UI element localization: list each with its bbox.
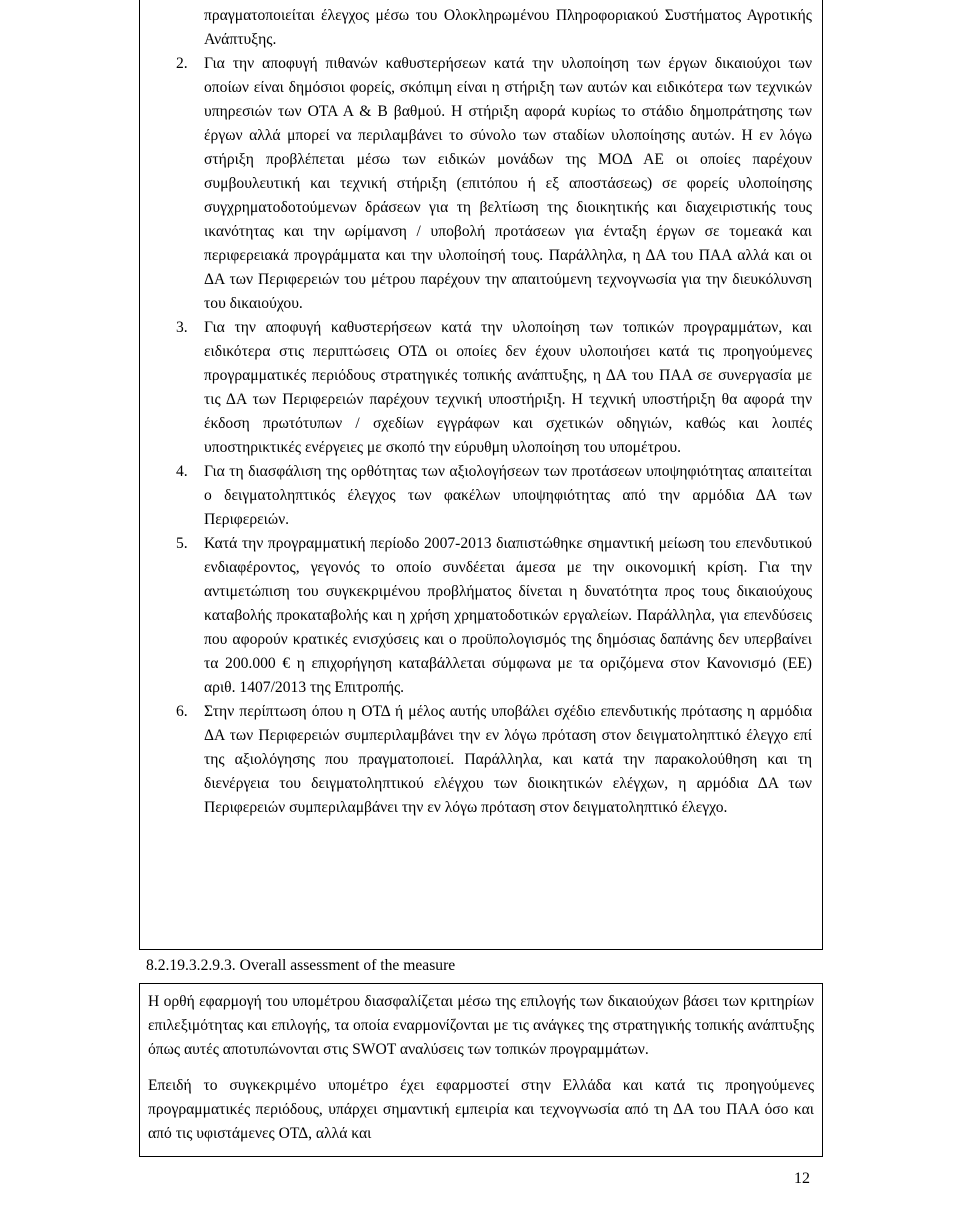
assessment-paragraph: Η ορθή εφαρμογή του υπομέτρου διασφαλίζεται μέσω της επιλογής των δικαιούχων βάσει των κριτηρίων επιλεξιμότητας και επιλογής, τα οποία εναρμονίζονται με τις ανάγκες της στρατηγικής τοπικής ανάπτυξης όπως αυτές αποτυπώνονται στις SWOT αναλύσεις των τοπικών προγραμμάτων. <box>148 993 814 1058</box>
assessment-paragraph: Επειδή το συγκεκριμένο υπομέτρο έχει εφαρμοστεί στην Ελλάδα και κατά τις προηγούμενες προγραμματικές περιόδους, υπάρχει σημαντική εμπειρία και τεχνογνωσία από τη ΔΑ του ΠΑΑ όσο και από τις υφιστάμενες ΟΤΔ, αλλά και <box>148 1077 814 1142</box>
list-item <box>176 700 812 820</box>
list-item <box>176 316 812 460</box>
action-list <box>176 52 812 820</box>
item-text: Για την αποφυγή πιθανών καθυστερήσεων κατά την υλοποίηση των έργων δικαιούχοι των οποίων είναι δημόσιοι φορείς, σκόπιμη είναι η στήριξη των αυτών και ειδικότερα των τεχνικών υπηρεσιών των ΟΤΑ Α & Β βαθμού. Η στήριξη αφορά κυρίως το στάδιο δημοπράτησης των έργων αλλά μπορεί να περιλαμβάνει το σύνολο των σταδίων υλοποίησης αυτών. Η εν λόγω στήριξη προβλέπεται μέσω των ειδικών μονάδων της ΜΟΔ ΑΕ οι οποίες παρέχουν συμβουλευτική και τεχνική στήριξη (επιτόπου ή εξ αποστάσεως) σε φορείς υλοποίησης συγχρηματοδοτούμενων δράσεων για τη βελτίωση της διοικητικής και διαχειριστικής τους ικανότητας και την ωρίμανση / υποβολή προτάσεων για ένταξη έργων σε τομεακά και περιφερειακά προγράμματα και την υλοποίησή τους. Παράλληλα, η ΔΑ του ΠΑΑ αλλά και οι ΔΑ των Περιφερειών του μέτρου παρέχουν την απαιτούμενη τεχνογνωσία για την διευκόλυνση του δικαιούχου. <box>204 55 812 312</box>
item-number: 5. <box>176 535 188 552</box>
list-item <box>176 460 812 532</box>
intro-paragraph: πραγματοποιείται έλεγχος μέσω του Ολοκληρωμένου Πληροφοριακού Συστήματος Αγροτικής Ανάπτυξης. <box>204 7 812 48</box>
page-number: 12 <box>794 1170 810 1187</box>
list-item <box>176 532 812 700</box>
item-text: Κατά την προγραμματική περίοδο 2007-2013 διαπιστώθηκε σημαντική μείωση του επενδυτικού ενδιαφέροντος, γεγονός το οποίο συνδέεται άμεσα με την οικονομική κρίση. Για την αντιμετώπιση του συγκεκριμένου προβλήματος δίνεται η δυνατότητα προς τους δικαιούχους καταβολής προκαταβολής και η χρήση χρηματοδοτικών εργαλείων. Παράλληλα, για επενδύσεις που αφορούν κρατικές ενισχύσεις και ο προϋπολογισμός της δημόσιας δαπάνης δεν υπερβαίνει τα 200.000 € η επιχορήγηση καταβάλλεται σύμφωνα με τα οριζόμενα στον Κανονισμό (ΕΕ) αριθ. 1407/2013 της Επιτροπής. <box>204 535 812 696</box>
section-heading: 8.2.19.3.2.9.3. Overall assessment of the measure <box>146 957 456 974</box>
list-item <box>176 52 812 316</box>
item-number: 4. <box>176 463 188 480</box>
item-text: Για την αποφυγή καθυστερήσεων κατά την υλοποίηση των τοπικών προγραμμάτων, και ειδικότερα στις περιπτώσεις ΟΤΔ οι οποίες δεν έχουν υλοποιήσει κατά τις προηγούμενες προγραμματικές περιόδους στρατηγικές τοπικής ανάπτυξης, η ΔΑ του ΠΑΑ σε συνεργασία με τις ΔΑ των Περιφερειών παρέχουν τεχνική υποστήριξη. Η τεχνική υποστήριξη θα αφορά την έκδοση πρωτότυπων / σχεδίων εγγράφων και σχετικών οδηγιών, καθώς και λοιπές υποστηρικτικές ενέργειες με σκοπό την εύρυθμη υλοποίηση του υπομέτρου. <box>204 319 812 456</box>
item-text: Στην περίπτωση όπου η ΟΤΔ ή μέλος αυτής υποβάλει σχέδιο επενδυτικής πρότασης η αρμόδια ΔΑ των Περιφερειών συμπεριλαμβάνει την εν λόγω πρόταση στον δειγματοληπτικό έλεγχο επί της αξιολόγησης που πραγματοποιεί. Παράλληλα, και κατά την παρακολούθηση και τη διενέργεια του δειγματοληπτικού ελέγχου των διοικητικών ελέγχων, η αρμόδια ΔΑ των Περιφερειών συμπεριλαμβάνει την εν λόγω πρόταση στον δειγματοληπτικό έλεγχο. <box>204 703 812 816</box>
assessment-box <box>139 983 823 1157</box>
actions-box <box>139 0 823 950</box>
item-text: Για τη διασφάλιση της ορθότητας των αξιολογήσεων των προτάσεων υποψηφιότητας απαιτείται ο δειγματοληπτικός έλεγχος των φακέλων υποψηφιότητας από την αρμόδια ΔΑ των Περιφερειών. <box>204 463 812 528</box>
item-number: 6. <box>176 703 188 720</box>
item-number: 2. <box>176 55 188 72</box>
item-number: 3. <box>176 319 188 336</box>
